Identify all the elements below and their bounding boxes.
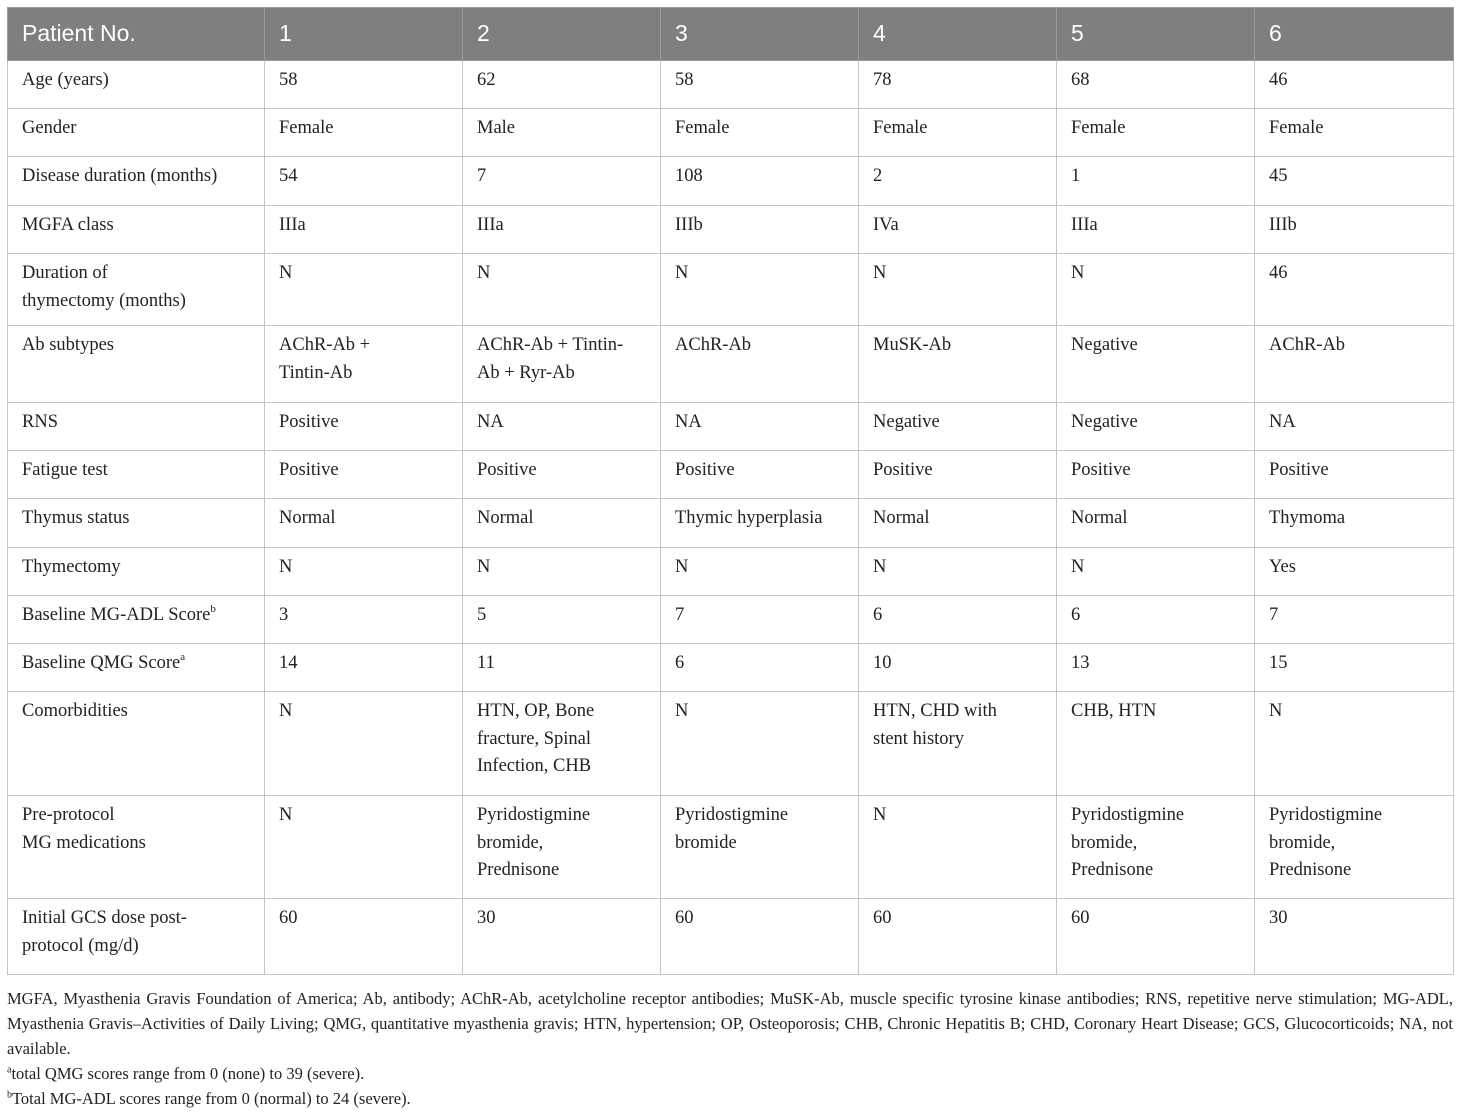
row-label: [22, 905, 250, 960]
cell-value: Positive: [279, 460, 339, 480]
row-label-cell: [8, 499, 265, 548]
table-cell: [463, 254, 661, 326]
footnote-a-mark: a: [7, 1064, 12, 1076]
table-cell: [1057, 403, 1255, 451]
table-cell: [1057, 206, 1255, 254]
cell-value: 30: [1269, 908, 1288, 928]
table-cell: [265, 254, 463, 326]
table-cell: [859, 326, 1057, 403]
table-cell: [463, 403, 661, 451]
cell-value: AChR-Ab: [675, 335, 752, 355]
cell-value: HTN, CHD with stent history: [873, 701, 997, 749]
row-label: [22, 698, 250, 726]
table-cell: [265, 796, 463, 899]
cell-value: Negative: [1071, 412, 1138, 432]
cell-value: 11: [477, 653, 495, 673]
cell-value: 78: [873, 70, 892, 90]
row-label: [22, 409, 250, 437]
cell-value: NA: [675, 412, 702, 432]
row-label-cell: [8, 109, 265, 157]
row-label-text: MGFA class: [22, 215, 114, 235]
table-cell: [1057, 899, 1255, 975]
row-label-text: Pre-protocol MG medications: [22, 805, 146, 853]
cell-value: N: [279, 701, 293, 721]
table-cell: [463, 899, 661, 975]
table-cell: [1255, 499, 1454, 548]
row-label: [22, 212, 250, 240]
footnote-b: [7, 1086, 1453, 1111]
footnote-b-mark: b: [7, 1089, 12, 1101]
table-row: [8, 548, 1454, 596]
cell-value: 62: [477, 70, 496, 90]
table-cell: [463, 109, 661, 157]
cell-value: N: [477, 557, 491, 577]
table-cell: [661, 796, 859, 899]
table-cell: [1057, 326, 1255, 403]
table-cell: [265, 157, 463, 206]
header-cell: 6: [1255, 8, 1454, 61]
table-cell: [1057, 157, 1255, 206]
row-label-text: Thymus status: [22, 508, 130, 528]
patient-characteristics-table: [7, 7, 1454, 975]
row-label: [22, 554, 250, 582]
table-cell: [265, 109, 463, 157]
table-cell: [859, 61, 1057, 109]
cell-value: Female: [1071, 118, 1126, 138]
header-cell: 4: [859, 8, 1057, 61]
cell-value: N: [1071, 557, 1085, 577]
table-cell: [265, 403, 463, 451]
table-cell: [1255, 403, 1454, 451]
cell-value: 60: [675, 908, 694, 928]
table-row: [8, 326, 1454, 403]
cell-value: N: [873, 263, 887, 283]
table-cell: [1255, 596, 1454, 644]
table-cell: [1057, 796, 1255, 899]
row-label-text: Comorbidities: [22, 701, 128, 721]
table-row: [8, 499, 1454, 548]
table-cell: [1255, 109, 1454, 157]
header-cell: 2: [463, 8, 661, 61]
row-label-cell: [8, 206, 265, 254]
row-label-text: Fatigue test: [22, 460, 108, 480]
table-cell: [661, 644, 859, 692]
cell-value: Female: [873, 118, 928, 138]
table-cell: [859, 899, 1057, 975]
cell-value: 46: [1269, 263, 1288, 283]
row-label-cell: [8, 254, 265, 326]
cell-value: Normal: [1071, 508, 1128, 528]
table-cell: [859, 254, 1057, 326]
table-header-row: [8, 8, 1454, 61]
row-label-text: Age (years): [22, 70, 109, 90]
row-label-cell: [8, 451, 265, 499]
cell-value: 60: [1071, 908, 1090, 928]
table-cell: [265, 61, 463, 109]
table-cell: [661, 451, 859, 499]
row-label-text: Initial GCS dose post- protocol (mg/d): [22, 908, 187, 956]
cell-value: 6: [675, 653, 685, 673]
cell-value: 58: [279, 70, 298, 90]
table-cell: [859, 206, 1057, 254]
row-label: [22, 67, 250, 95]
cell-value: IIIb: [1269, 215, 1297, 235]
table-cell: [265, 548, 463, 596]
table-cell: [1255, 157, 1454, 206]
table-cell: [265, 451, 463, 499]
table-footnotes: [7, 986, 1453, 1111]
row-label-text: RNS: [22, 412, 58, 432]
table-row: [8, 254, 1454, 326]
table-cell: [1057, 548, 1255, 596]
row-label-cell: [8, 692, 265, 796]
abbreviations-note: MGFA, Myasthenia Gravis Foundation of America; Ab, antibody; AChR-Ab, acetylcholine receptor antibodies; MuSK-Ab, muscle specific tyrosine kinase antibodies; RNS, repetitive nerve stimulation; MG-ADL, Myasthenia Gravis–Activities of Daily Living; QMG, quantitative myasthenia gravis; HTN, hypertension; OP, Osteoporosis; CHB, Chronic Hepatitis B; CHD, Coronary Heart Disease; GCS, Glucocorticoids; NA, not available.: [7, 989, 1453, 1058]
row-label-text: Gender: [22, 118, 77, 138]
row-label: [22, 802, 250, 857]
row-label-cell: [8, 644, 265, 692]
row-label-cell: [8, 61, 265, 109]
cell-value: 60: [873, 908, 892, 928]
table-cell: [859, 596, 1057, 644]
table-row: [8, 692, 1454, 796]
table-cell: [463, 61, 661, 109]
table-cell: [265, 899, 463, 975]
table-cell: [1057, 254, 1255, 326]
cell-value: N: [279, 557, 293, 577]
header-cell: 3: [661, 8, 859, 61]
table-cell: [1057, 61, 1255, 109]
table-cell: [1057, 692, 1255, 796]
cell-value: 30: [477, 908, 496, 928]
table-cell: [463, 326, 661, 403]
cell-value: Pyridostigmine bromide, Prednisone: [1269, 805, 1383, 880]
footnote-b-text: Total MG-ADL scores range from 0 (normal) to 24 (severe).: [12, 1089, 411, 1108]
table-cell: [463, 596, 661, 644]
row-label-cell: [8, 796, 265, 899]
table-cell: [661, 206, 859, 254]
table-cell: [265, 596, 463, 644]
cell-value: N: [477, 263, 491, 283]
cell-value: Pyridostigmine bromide, Prednisone: [477, 805, 591, 880]
row-label-cell: [8, 403, 265, 451]
cell-value: N: [873, 557, 887, 577]
cell-value: Positive: [675, 460, 735, 480]
table-cell: [661, 254, 859, 326]
row-label-cell: [8, 548, 265, 596]
cell-value: Normal: [477, 508, 534, 528]
cell-value: Positive: [873, 460, 933, 480]
cell-value: Female: [279, 118, 334, 138]
row-label: [22, 115, 250, 143]
table-row: [8, 206, 1454, 254]
table-cell: [1255, 644, 1454, 692]
row-label: [22, 602, 250, 630]
table-cell: [1057, 451, 1255, 499]
header-cell: 1: [265, 8, 463, 61]
cell-value: 60: [279, 908, 298, 928]
cell-value: 2: [873, 166, 883, 186]
table-cell: [463, 644, 661, 692]
table-cell: [265, 644, 463, 692]
cell-value: Normal: [873, 508, 930, 528]
table-cell: [661, 899, 859, 975]
table-cell: [661, 692, 859, 796]
table-cell: [463, 206, 661, 254]
table-cell: [1255, 796, 1454, 899]
table-cell: [1255, 548, 1454, 596]
table-cell: [463, 157, 661, 206]
table-cell: [1057, 596, 1255, 644]
table-cell: [265, 326, 463, 403]
table-cell: [265, 692, 463, 796]
cell-value: N: [279, 263, 293, 283]
table-row: [8, 403, 1454, 451]
table-cell: [265, 499, 463, 548]
table-row: [8, 796, 1454, 899]
footnote-marker: b: [210, 602, 216, 615]
table-cell: [1255, 899, 1454, 975]
row-label-text: Duration of thymectomy (months): [22, 263, 186, 311]
row-label: [22, 457, 250, 485]
cell-value: Positive: [1071, 460, 1131, 480]
cell-value: CHB, HTN: [1071, 701, 1157, 721]
table-cell: [661, 61, 859, 109]
row-label: [22, 163, 250, 191]
table-row: [8, 644, 1454, 692]
table-row: [8, 899, 1454, 975]
table-cell: [1255, 451, 1454, 499]
cell-value: Pyridostigmine bromide: [675, 805, 789, 853]
table-cell: [1057, 644, 1255, 692]
footnote-a: [7, 1061, 1453, 1086]
cell-value: Negative: [1071, 335, 1138, 355]
cell-value: 5: [477, 605, 487, 625]
cell-value: 7: [477, 166, 487, 186]
header-cell: Patient No.: [8, 8, 265, 61]
cell-value: 46: [1269, 70, 1288, 90]
table-cell: [463, 499, 661, 548]
cell-value: MuSK-Ab: [873, 335, 952, 355]
table-cell: [463, 451, 661, 499]
cell-value: Negative: [873, 412, 940, 432]
cell-value: Normal: [279, 508, 336, 528]
table-cell: [463, 548, 661, 596]
table-row: [8, 157, 1454, 206]
row-label: [22, 260, 250, 315]
cell-value: Male: [477, 118, 516, 138]
table-cell: [859, 692, 1057, 796]
cell-value: N: [873, 805, 887, 825]
cell-value: NA: [477, 412, 504, 432]
table-cell: [265, 206, 463, 254]
table-body: [8, 61, 1454, 975]
table-cell: [859, 796, 1057, 899]
cell-value: 68: [1071, 70, 1090, 90]
cell-value: IVa: [873, 215, 899, 235]
table-cell: [1057, 499, 1255, 548]
cell-value: 10: [873, 653, 892, 673]
cell-value: 7: [675, 605, 685, 625]
cell-value: 108: [675, 166, 703, 186]
footnote-marker: a: [180, 650, 186, 663]
table-cell: [1057, 109, 1255, 157]
cell-value: NA: [1269, 412, 1296, 432]
table-cell: [859, 109, 1057, 157]
row-label-cell: [8, 157, 265, 206]
table-row: [8, 451, 1454, 499]
cell-value: HTN, OP, Bone fracture, Spinal Infection, CHB: [477, 701, 595, 776]
row-label-text: Thymectomy: [22, 557, 121, 577]
cell-value: Pyridostigmine bromide, Prednisone: [1071, 805, 1185, 880]
table-cell: [1255, 206, 1454, 254]
cell-value: IIIa: [279, 215, 306, 235]
cell-value: Thymoma: [1269, 508, 1346, 528]
table-cell: [661, 596, 859, 644]
cell-value: Thymic hyperplasia: [675, 508, 823, 528]
cell-value: 13: [1071, 653, 1090, 673]
table-cell: [661, 548, 859, 596]
cell-value: N: [675, 557, 689, 577]
cell-value: 7: [1269, 605, 1279, 625]
table-row: [8, 61, 1454, 109]
cell-value: IIIa: [1071, 215, 1098, 235]
table-cell: [1255, 692, 1454, 796]
table-cell: [661, 157, 859, 206]
cell-value: Female: [675, 118, 730, 138]
cell-value: Positive: [1269, 460, 1329, 480]
row-label: [22, 505, 250, 533]
cell-value: 14: [279, 653, 298, 673]
cell-value: AChR-Ab: [1269, 335, 1346, 355]
table-cell: [661, 403, 859, 451]
header-cell: 5: [1057, 8, 1255, 61]
row-label: [22, 332, 250, 360]
table-cell: [859, 644, 1057, 692]
footnote-a-text: total QMG scores range from 0 (none) to 39 (severe).: [11, 1064, 365, 1083]
table-cell: [859, 499, 1057, 548]
table-cell: [859, 403, 1057, 451]
cell-value: N: [1071, 263, 1085, 283]
row-label: [22, 650, 250, 678]
cell-value: N: [675, 263, 689, 283]
row-label-text: Disease duration (months): [22, 166, 218, 186]
table-cell: [1255, 254, 1454, 326]
cell-value: IIIa: [477, 215, 504, 235]
cell-value: 1: [1071, 166, 1081, 186]
table-cell: [859, 157, 1057, 206]
row-label-text: Ab subtypes: [22, 335, 114, 355]
cell-value: Positive: [279, 412, 339, 432]
cell-value: N: [279, 805, 293, 825]
table-cell: [859, 451, 1057, 499]
row-label-cell: [8, 899, 265, 975]
cell-value: AChR-Ab + Tintin-Ab: [279, 335, 371, 383]
row-label-cell: [8, 596, 265, 644]
cell-value: Positive: [477, 460, 537, 480]
cell-value: AChR-Ab + Tintin- Ab + Ryr-Ab: [477, 335, 624, 383]
row-label-cell: [8, 326, 265, 403]
table-row: [8, 109, 1454, 157]
cell-value: N: [675, 701, 689, 721]
cell-value: N: [1269, 701, 1283, 721]
table-cell: [859, 548, 1057, 596]
table-cell: [661, 326, 859, 403]
table-cell: [661, 499, 859, 548]
cell-value: 15: [1269, 653, 1288, 673]
cell-value: 54: [279, 166, 298, 186]
table-cell: [1255, 61, 1454, 109]
table-cell: [661, 109, 859, 157]
cell-value: Yes: [1269, 557, 1296, 577]
table-row: [8, 596, 1454, 644]
table-cell: [463, 796, 661, 899]
cell-value: 3: [279, 605, 289, 625]
cell-value: Female: [1269, 118, 1324, 138]
cell-value: 6: [873, 605, 883, 625]
row-label-text: Baseline QMG Score: [22, 653, 181, 673]
cell-value: 58: [675, 70, 694, 90]
cell-value: IIIb: [675, 215, 703, 235]
cell-value: 45: [1269, 166, 1288, 186]
table-cell: [463, 692, 661, 796]
row-label-text: Baseline MG-ADL Score: [22, 605, 211, 625]
cell-value: 6: [1071, 605, 1081, 625]
table-cell: [1255, 326, 1454, 403]
